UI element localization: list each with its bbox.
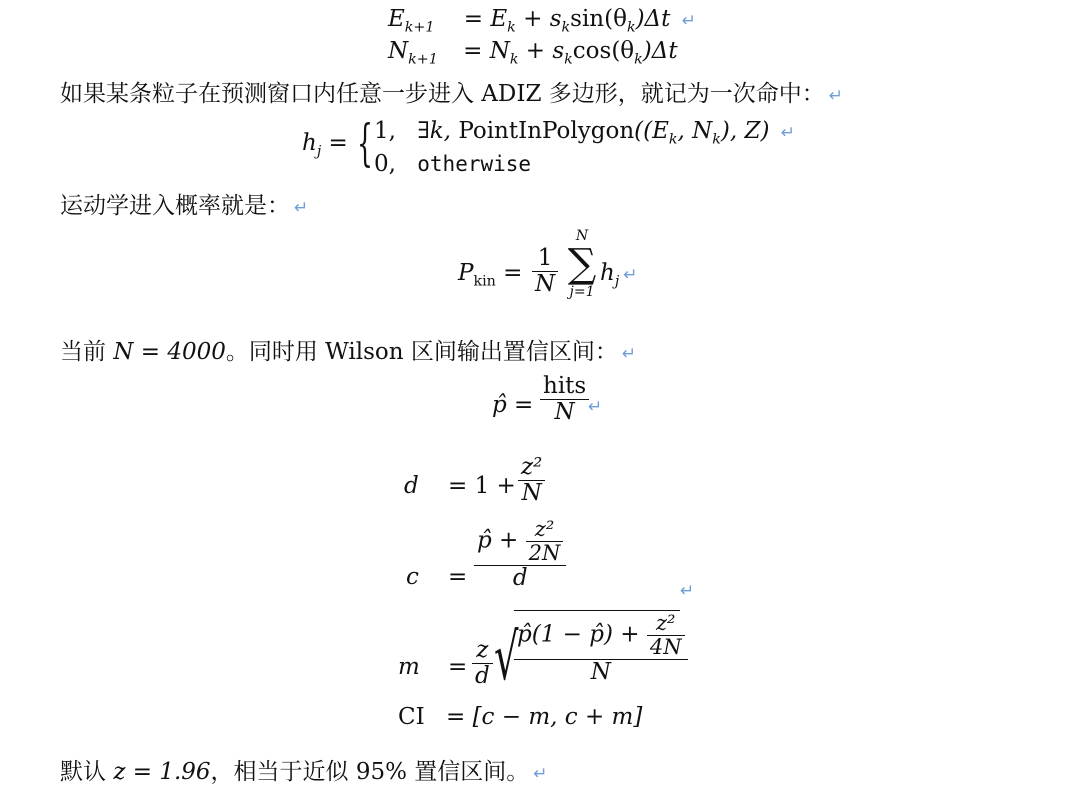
paragraph-hit-rule: 如果某条粒子在预测窗口内任意一步进入 ADIZ 多边形，就记为一次命中： ↵ xyxy=(60,81,843,107)
paragraph-kin-prob: 运动学进入概率就是： ↵ xyxy=(60,193,309,219)
document-page: $E_{k+1} = E_k + s_k\sin(\theta_k)\Delta t$ ↵ $N_{k+1} = N_k + s_k\cos(\theta_k)\Delta t$ 如果某条粒子在预测窗口内任意一步进入 ADIZ 多边形，就记为一次命中： ↵ $h_j$ = { 1, ∃k, $PointInPolygon((E_k$, $N_k$), Z) ↵ 0, otherwise 运动学进入概率就是： ↵ $P_{kin}$ = $\frac{1}{N}$ N ∑ j=1 $h_j$ ↵ 当前 N = 4000。同时用 Wilson 区间输出置信区间： ↵ p̂ = hits N ↵ d = 1 + $\frac{\text{z²}}{N}$ c = p̂ + $\frac{\text{z²}}{2N}$ d ↵ m = $\frac{z}{d}$ √ p̂(1 − p̂) + $\frac{\text{z²}}{4N}$ N CI = [c − m, c + m] 默认 z = 1.96，相当于近似 95% 置信区间。 ↵ xyxy=(60,6,843,785)
return-mark: ↵ xyxy=(681,11,696,31)
equation-e-update: $E_{k+1} = E_k + s_k\sin(\theta_k)\Delta t$ ↵ xyxy=(388,6,696,36)
equation-ci: CI = [c − m, c + m] xyxy=(398,704,643,730)
paragraph-n-value: 当前 N = 4000。同时用 Wilson 区间输出置信区间： ↵ xyxy=(60,339,637,365)
paragraph-default-z: 默认 z = 1.96，相当于近似 95% 置信区间。 ↵ xyxy=(60,759,548,785)
equation-n-update: $N_{k+1} = N_k + s_k\cos(\theta_k)\Delta t$ xyxy=(388,38,678,68)
